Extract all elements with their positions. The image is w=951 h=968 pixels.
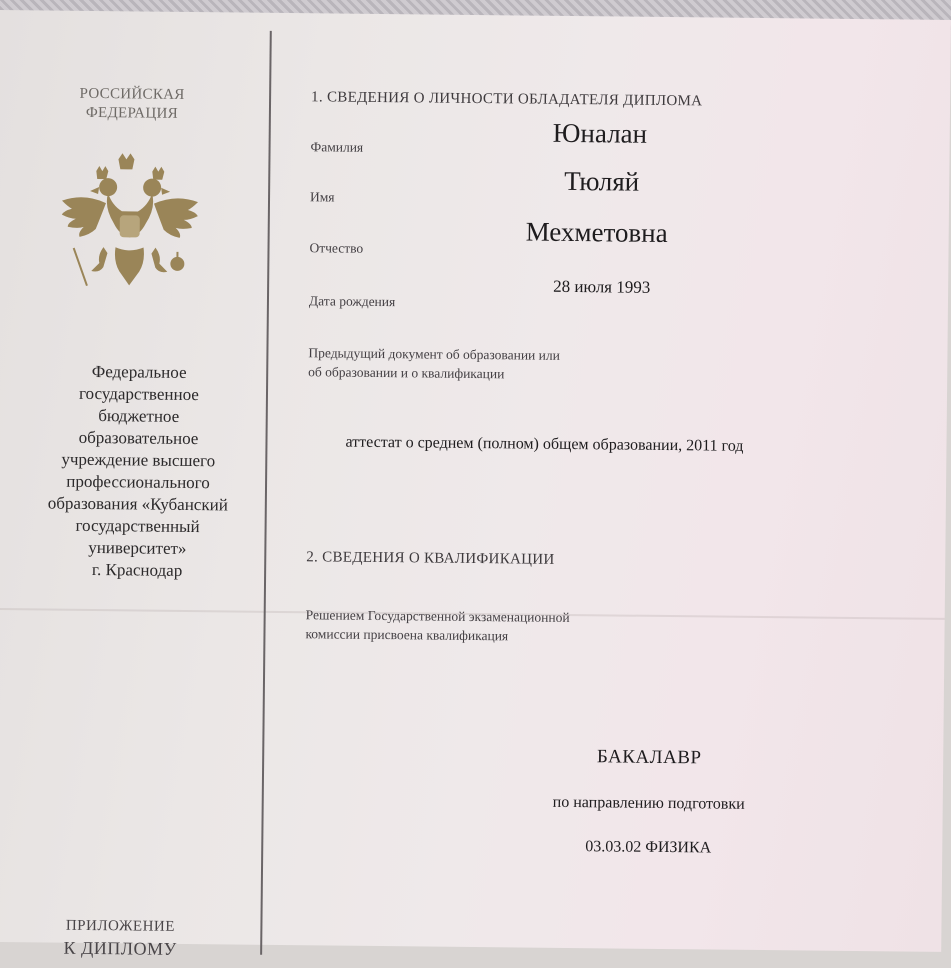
previous-document-label <box>308 343 560 384</box>
qualification-degree: БАКАЛАВР <box>596 746 702 769</box>
country-name <box>39 84 225 124</box>
diploma-appendix-page <box>0 10 951 959</box>
country-line-2: ФЕДЕРАЦИЯ <box>85 104 179 122</box>
institution-name <box>24 360 252 582</box>
right-panel <box>262 13 951 962</box>
name-label: Имя <box>309 189 335 205</box>
coat-of-arms-emblem <box>57 151 203 302</box>
institution-line: университет» <box>88 537 187 558</box>
commission-decision-line: Решением Государственной экзаменационной <box>305 607 570 625</box>
institution-line: учреждение высшего <box>61 449 216 471</box>
patronymic-label: Отчество <box>309 240 364 256</box>
appendix-line-1: ПРИЛОЖЕНИЕ <box>65 917 176 935</box>
appendix-line-2: К ДИПЛОМУ <box>63 937 177 959</box>
section-personal-title: 1. СВЕДЕНИЯ О ЛИЧНОСТИ ОБЛАДАТЕЛЯ ДИПЛОМА <box>311 89 703 110</box>
institution-line: бюджетное <box>98 406 180 426</box>
birth-date-label: Дата рождения <box>308 293 396 310</box>
institution-line: образования «Кубанский <box>47 493 228 515</box>
patronymic-value: Мехметовна <box>525 216 668 249</box>
surname-value: Юналан <box>552 117 648 149</box>
birth-date-value: 28 июля 1993 <box>553 276 651 297</box>
appendix-title <box>30 914 210 960</box>
name-value: Тюляй <box>564 165 640 197</box>
institution-line: профессионального <box>66 471 210 493</box>
institution-line: государственное <box>78 383 199 405</box>
previous-document-label-line: об образовании и о квалификации <box>308 364 505 382</box>
previous-document-label-line: Предыдущий документ об образовании или <box>308 345 560 363</box>
direction-label: по направлению подготовки <box>552 793 745 813</box>
institution-line: образовательное <box>78 427 199 449</box>
direction-value: 03.03.02 ФИЗИКА <box>585 838 712 857</box>
institution-line: г. Краснодар <box>91 559 183 580</box>
institution-line: Федеральное <box>91 361 187 382</box>
commission-decision-line: комиссии присвоена квалификация <box>305 626 509 644</box>
institution-line: государственный <box>75 515 200 537</box>
left-panel <box>0 10 270 959</box>
commission-decision-text <box>305 605 569 646</box>
surname-label: Фамилия <box>310 139 364 155</box>
previous-document-value: аттестат о среднем (полном) общем образовании, 2011 год <box>345 433 744 455</box>
section-qualification-title: 2. СВЕДЕНИЯ О КВАЛИФИКАЦИИ <box>306 549 555 568</box>
country-line-1: РОССИЙСКАЯ <box>79 85 185 103</box>
